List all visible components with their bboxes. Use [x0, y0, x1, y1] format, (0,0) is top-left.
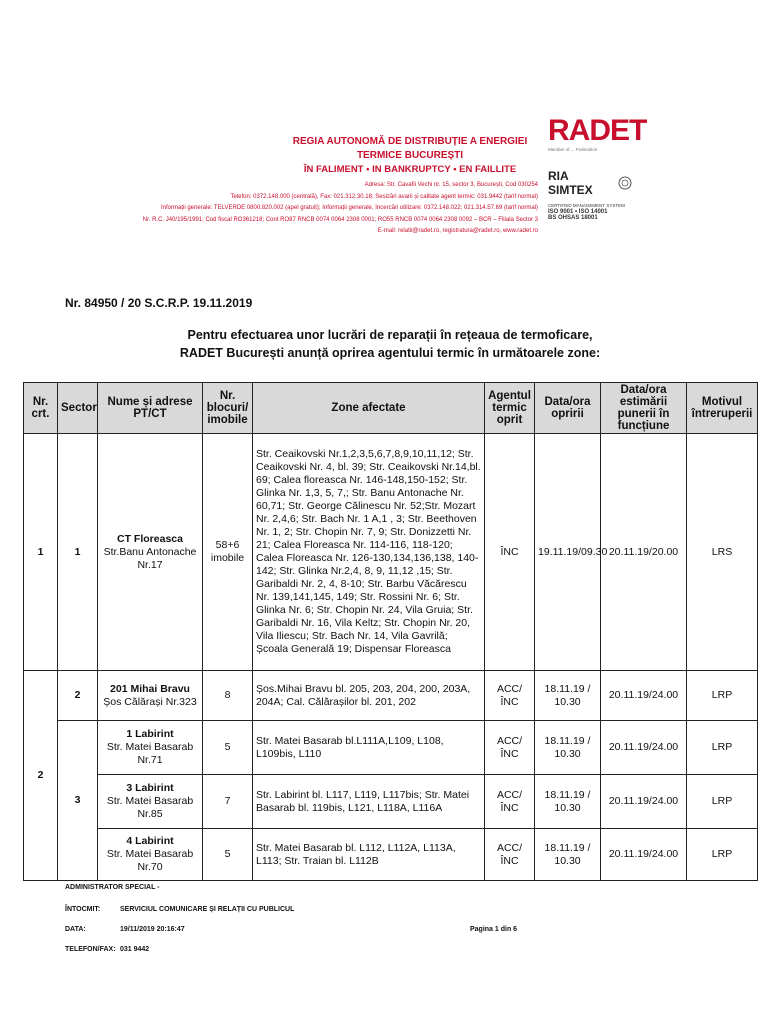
org-line-2: ÎN FALIMENT • IN BANKRUPTCY • EN FAILLITE	[303, 164, 517, 175]
cell-zones: Str. Matei Basarab bl.L111A,L109, L108, L109bis, L110	[253, 721, 485, 775]
col-header-agent: Agentul termic oprit	[485, 383, 535, 434]
cell-sector: 2	[58, 671, 98, 721]
col-header-blocks: Nr. blocuri/ imobile	[203, 383, 253, 434]
org-name	[270, 135, 550, 177]
table-row	[24, 434, 758, 671]
cell-agent: ACC/ÎNC	[485, 775, 535, 829]
address-line: Adresa: Str. Cavafii Vechi nr. 15, sector 3, București, Cod 030254	[364, 182, 538, 188]
cell-blocks: 5	[203, 721, 253, 775]
registry-line: Nr. R.C. J40/195/1991; Cod fiscal RO361218; Cont RO87 RNCB 0074 0064 2308 0001; RO55 RNCB 0074 0064 2308 0092 – BCR – Filiala Sector 3	[142, 216, 538, 223]
radet-logo-text: RADET	[548, 114, 647, 147]
cell-nr: 2	[24, 671, 58, 881]
cell-name	[98, 671, 203, 721]
org-line-1: REGIA AUTONOMĂ DE DISTRIBUȚIE A ENERGIEI TERMICE BUCUREȘTI	[292, 136, 528, 161]
cell-zones: Str. Ceaikovski Nr.1,2,3,5,6,7,8,9,10,11,12; Str. Ceaikovski Nr. 4, bl. 39; Str. Ceaikovski Nr.14,bl. 69; Calea floreasca Nr. 146-148,150-152; Str. Glinka Nr. 1,3, 5, 7,; Str. Banu Antonache Nr. 60,71; Str. George Călinescu Nr. 52;Str. Mozart Nr. 2,4,6; Str. Bach Nr. 1 A,1 , 3; Str. Beethoven Nr. 1, 2; Str. Chopin Nr. 7, 9; Str. Donizzetti Nr. 21; Calea Floreasca Nr. 114-116, 118-120; Calea Floreasca Nr. 126-130,134,136,138, 140-142; Str. Glinka Nr.2,4, 8, 9, 11,12 ,15; Str. Garibaldi Nr. 2, 4, 8-10; Str. Barbu Văcărescu Nr. 139,141,145, 149; Str. Rossini Nr. 6; Str. Glinka Nr. 6; Str. Chopin Nr. 24, Vila Gruia; Str. Garibaldi Nr. 16, Vila Keltz; Str. Chopin Nr. 20, Vila Iliescu; Str. Bach Nr. 14, Vila Gavrilă; Școala Generală 19; Dispensar Floreasca	[253, 434, 485, 671]
footer-intocmit-label: ÎNTOCMIT:	[65, 906, 101, 913]
cell-blocks: 5	[203, 829, 253, 881]
cell-zones: Str. Labirint bl. L117, L119, L117bis; Str. Matei Basarab bl. 119bis, L121, L118A, L116A	[253, 775, 485, 829]
document-title	[130, 326, 650, 362]
pt-address: Str.Banu Antonache Nr.17	[103, 545, 197, 571]
cell-blocks: 8	[203, 671, 253, 721]
phone-line: Telefon: 0372.148.000 (centrală), Fax: 021.312.30.18; Sesizări avarii și calitate agent termic: 031.9442 (tarif normal)	[230, 193, 538, 200]
cell-zones: Str. Matei Basarab bl. L112, L112A, L113A, L113; Str. Traian bl. L112B	[253, 829, 485, 881]
cell-name	[98, 721, 203, 775]
cell-zones: Șos.Mihai Bravu bl. 205, 203, 204, 200, 203A, 204A; Cal. Călărașilor bl. 201, 202	[253, 671, 485, 721]
title-line-2: RADET București anunță oprirea agentului termic în următoarele zone:	[179, 346, 601, 360]
cell-nr: 1	[24, 434, 58, 671]
pt-address: Str. Matei Basarab Nr.71	[106, 741, 194, 766]
pt-name: 3 Labirint	[126, 782, 174, 794]
radet-logo	[548, 115, 658, 147]
cell-agent: ÎNC	[485, 434, 535, 671]
pt-name: 1 Labirint	[126, 728, 174, 740]
certification-seal-icon	[618, 176, 632, 190]
email-line: E-mail: relatii@radet.ro, registratura@radet.ro, www.radet.ro	[377, 228, 538, 234]
cell-blocks: 58+6 imobile	[203, 434, 253, 671]
certification-box	[548, 155, 632, 227]
pt-address: Str. Matei Basarab Nr.70	[106, 848, 194, 873]
cell-stop: 18.11.19 / 10.30	[535, 775, 601, 829]
cert-small-2: ISO 9001 • ISO 14001	[548, 209, 608, 215]
cell-reason: LRS	[687, 434, 758, 671]
title-line-1: Pentru efectuarea unor lucrări de reparații în rețeaua de termoficare,	[187, 328, 593, 342]
table-row	[24, 721, 758, 775]
cell-stop: 19.11.19/09.30	[535, 434, 601, 671]
simtex-label: RIA SIMTEX	[548, 169, 593, 197]
footer-phone-label: TELEFON/FAX:	[65, 946, 116, 953]
cell-restart: 20.11.19/24.00	[601, 775, 687, 829]
cell-name	[98, 775, 203, 829]
cell-name	[98, 434, 203, 671]
footer-page-number: Pagina 1 din 6	[470, 926, 518, 933]
cert-small-1: CERTIFIED MANAGEMENT SYSTEM	[548, 203, 625, 208]
cell-stop: 18.11.19 / 10.30	[535, 671, 601, 721]
outage-table	[23, 382, 758, 881]
cell-agent: ACC/ÎNC	[485, 721, 535, 775]
footer-phone-value: 031 9442	[120, 946, 150, 953]
pt-name: 201 Mihai Bravu	[110, 682, 190, 695]
footer-date-value: 19/11/2019 20:16:47	[120, 926, 185, 933]
col-header-name: Nume și adrese PT/CT	[98, 383, 203, 434]
cell-reason: LRP	[687, 775, 758, 829]
table-row	[24, 829, 758, 881]
footer-date-label: DATA:	[65, 926, 86, 933]
cert-small-3: BS OHSAS 18001	[548, 215, 598, 221]
pt-name: CT Floreasca	[117, 532, 183, 545]
footer-intocmit-value: SERVICIUL COMUNICARE ȘI RELAȚII CU PUBLICUL	[120, 906, 295, 913]
cell-stop: 18.11.19 / 10.30	[535, 721, 601, 775]
document-number: Nr. 84950 / 20 S.C.R.P. 19.11.2019	[65, 296, 253, 310]
cell-reason: LRP	[687, 829, 758, 881]
table-row	[24, 671, 758, 721]
col-header-stop: Data/ora opririi	[535, 383, 601, 434]
table-header-row	[24, 383, 758, 434]
cell-reason: LRP	[687, 721, 758, 775]
cell-restart: 20.11.19/24.00	[601, 829, 687, 881]
pt-name: 4 Labirint	[126, 835, 174, 847]
cell-stop: 18.11.19 / 10.30	[535, 829, 601, 881]
cell-blocks: 7	[203, 775, 253, 829]
col-header-nr: Nr. crt.	[24, 383, 58, 434]
col-header-zones: Zone afectate	[253, 383, 485, 434]
cell-restart: 20.11.19/24.00	[601, 721, 687, 775]
col-header-reason: Motivul întreruperii	[687, 383, 758, 434]
col-header-restart: Data/ora estimării punerii în funcțiune	[601, 383, 687, 434]
info-line: Informații generale: TELVERDE 0800.820.002 (apel gratuit); Informații generale, încercări utilizare: 0372.148.022; 021.314.57.69 (tarif normal)	[161, 205, 538, 211]
cell-agent: ACC/ÎNC	[485, 671, 535, 721]
footer-admin: ADMINISTRATOR SPECIAL -	[65, 884, 160, 891]
pt-address: Str. Matei Basarab Nr.85	[106, 795, 194, 820]
cell-name	[98, 829, 203, 881]
cell-sector: 1	[58, 434, 98, 671]
logo-tagline: Member of ... Federation	[548, 147, 598, 152]
cell-sector: 3	[58, 721, 98, 881]
cell-restart: 20.11.19/24.00	[601, 671, 687, 721]
table-row	[24, 775, 758, 829]
cell-agent: ACC/ÎNC	[485, 829, 535, 881]
contact-block	[143, 180, 538, 238]
cell-reason: LRP	[687, 671, 758, 721]
col-header-sector: Sector	[58, 383, 98, 434]
pt-address: Șos Călărași Nr.323	[103, 695, 197, 708]
cell-restart: 20.11.19/20.00	[601, 434, 687, 671]
